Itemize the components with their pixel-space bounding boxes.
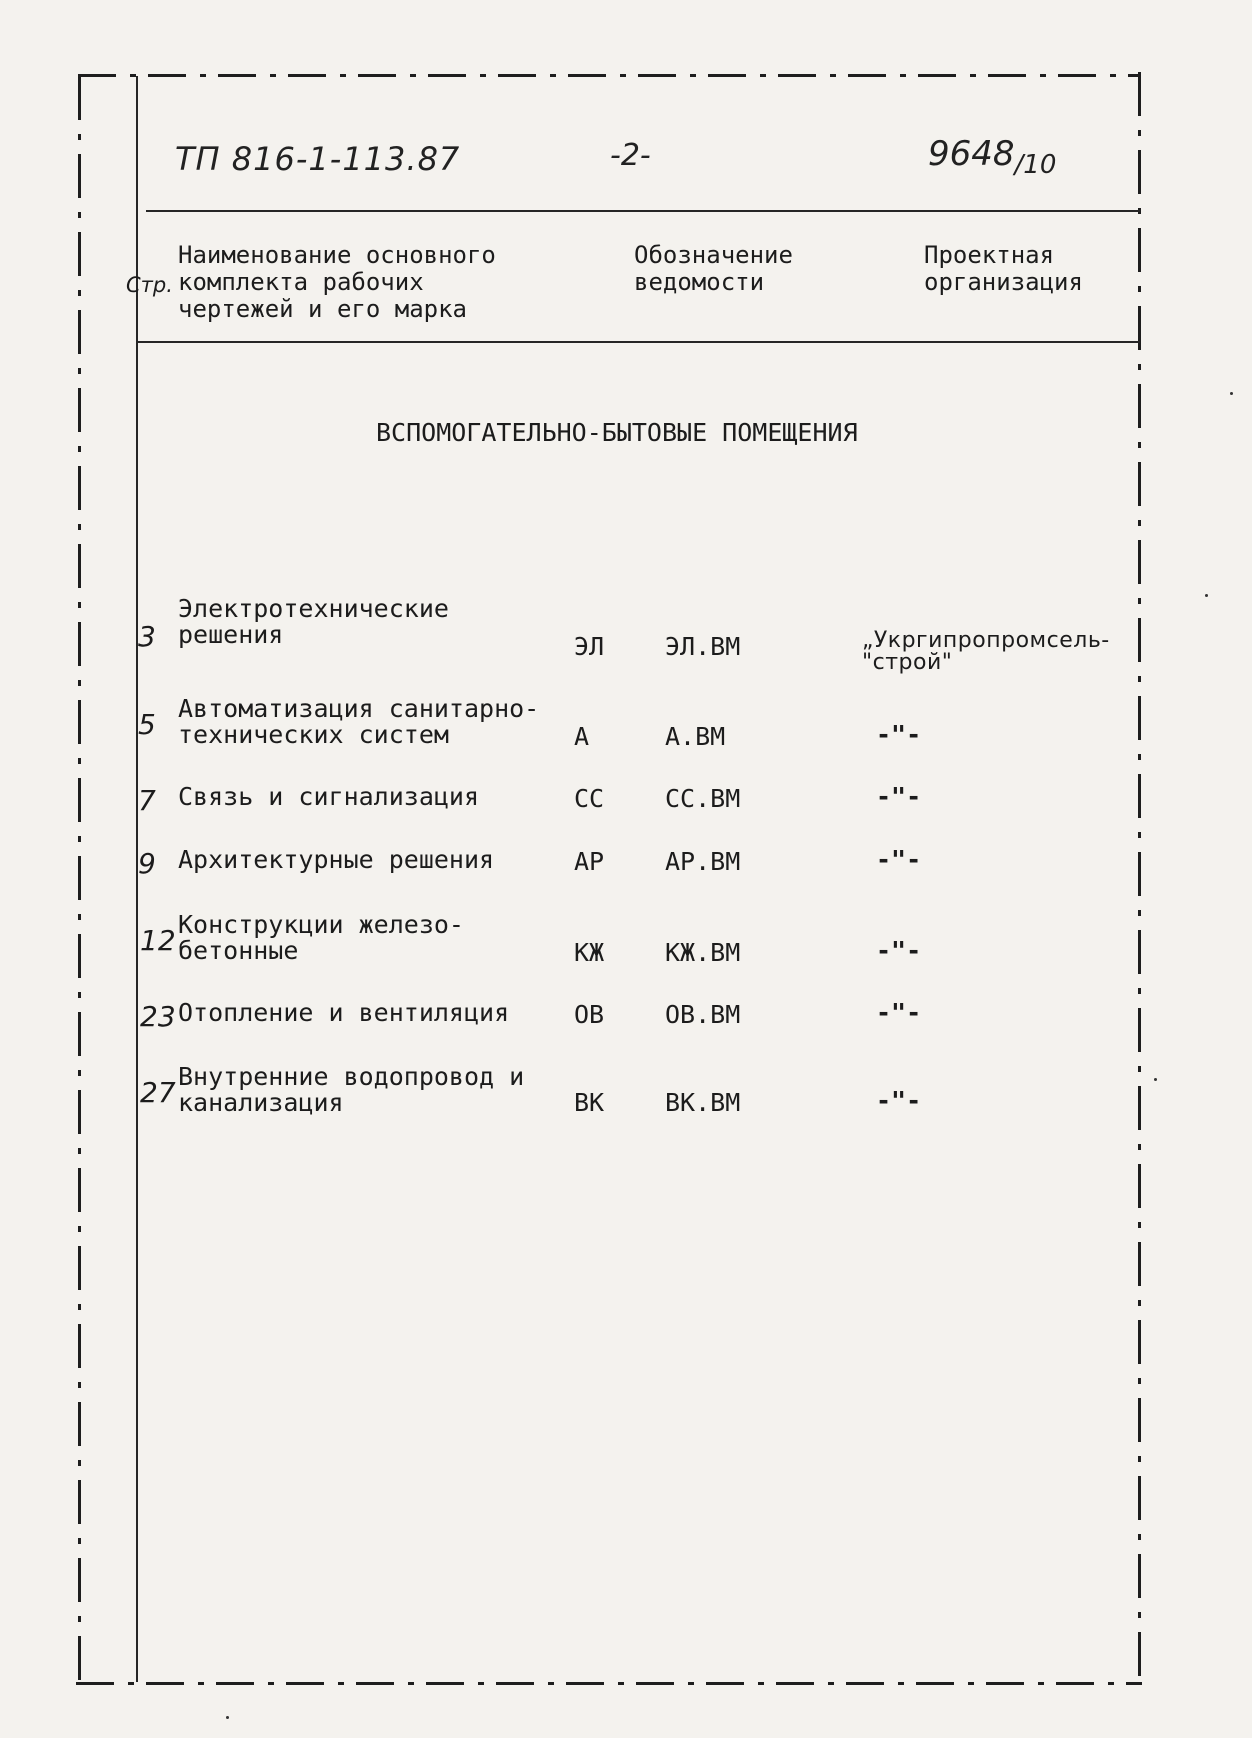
sheet-number-sub: /10	[1014, 150, 1057, 180]
scan-speck	[1154, 1078, 1157, 1081]
row-sheet: АР.ВМ	[665, 847, 741, 876]
frame-top-border	[78, 74, 1140, 77]
header-bottom-rule	[138, 341, 1140, 343]
table-row	[0, 594, 1252, 675]
sheet-number	[928, 134, 1056, 180]
scan-speck	[1205, 594, 1208, 597]
column-header-name: Наименование основного комплекта рабочих чертежей и его марка	[178, 241, 496, 323]
row-organization: „Укргипропромсель- "строй"	[862, 628, 1110, 675]
row-page: 23	[140, 1000, 176, 1033]
column-header-organization: Проектная организация	[924, 241, 1083, 296]
row-page: 27	[140, 1076, 176, 1109]
row-page: 3	[138, 620, 156, 653]
row-organization: -"-	[876, 998, 922, 1027]
row-mark: ВК	[574, 1088, 605, 1117]
row-mark: ЭЛ	[574, 632, 605, 661]
row-organization: -"-	[876, 936, 922, 965]
row-organization: -"-	[876, 782, 922, 811]
row-sheet: СС.ВМ	[665, 784, 741, 813]
table-row	[0, 847, 1252, 917]
row-mark: ОВ	[574, 1000, 605, 1029]
table-row	[0, 784, 1252, 854]
section-title: ВСПОМОГАТЕЛЬНО-БЫТОВЫЕ ПОМЕЩЕНИЯ	[376, 418, 858, 447]
row-sheet: КЖ.ВМ	[665, 938, 741, 967]
table-row	[0, 696, 1252, 766]
row-page: 12	[140, 924, 176, 957]
row-page: 5	[138, 708, 156, 741]
row-sheet: ОВ.ВМ	[665, 1000, 741, 1029]
page-column-label: Стр.	[126, 273, 173, 297]
row-sheet: А.ВМ	[665, 722, 726, 751]
row-name: Архитектурные решения	[178, 845, 495, 874]
table-row	[0, 1000, 1252, 1070]
sheet-number-main: 9648	[928, 134, 1015, 174]
row-name: Связь и сигнализация	[178, 782, 480, 811]
row-name: Электротехнические решения	[178, 594, 449, 649]
row-sheet: ЭЛ.ВМ	[665, 632, 741, 661]
page-number: -2-	[610, 138, 651, 173]
row-name: Внутренние водопровод и канализация	[178, 1062, 525, 1117]
row-name: Конструкции железо- бетонные	[178, 910, 464, 965]
frame-bottom-border	[76, 1682, 1142, 1685]
scan-speck	[226, 1716, 229, 1719]
table-row	[0, 1064, 1252, 1134]
row-mark: А	[574, 722, 590, 751]
scan-speck	[1230, 392, 1233, 395]
row-page: 9	[138, 847, 156, 880]
row-page: 7	[138, 784, 156, 817]
header-top-rule	[146, 210, 1140, 212]
column-header-designation: Обозначение ведомости	[634, 241, 793, 296]
row-mark: КЖ	[574, 938, 605, 967]
document-code: ТП 816-1-113.87	[175, 140, 461, 178]
table-row	[0, 912, 1252, 982]
row-organization: -"-	[876, 1086, 922, 1115]
row-name: Автоматизация санитарно- технических систем	[178, 694, 540, 749]
row-sheet: ВК.ВМ	[665, 1088, 741, 1117]
row-organization: -"-	[876, 845, 922, 874]
row-mark: СС	[574, 784, 605, 813]
row-organization: -"-	[876, 720, 922, 749]
row-name: Отопление и вентиляция	[178, 998, 510, 1027]
row-mark: АР	[574, 847, 605, 876]
